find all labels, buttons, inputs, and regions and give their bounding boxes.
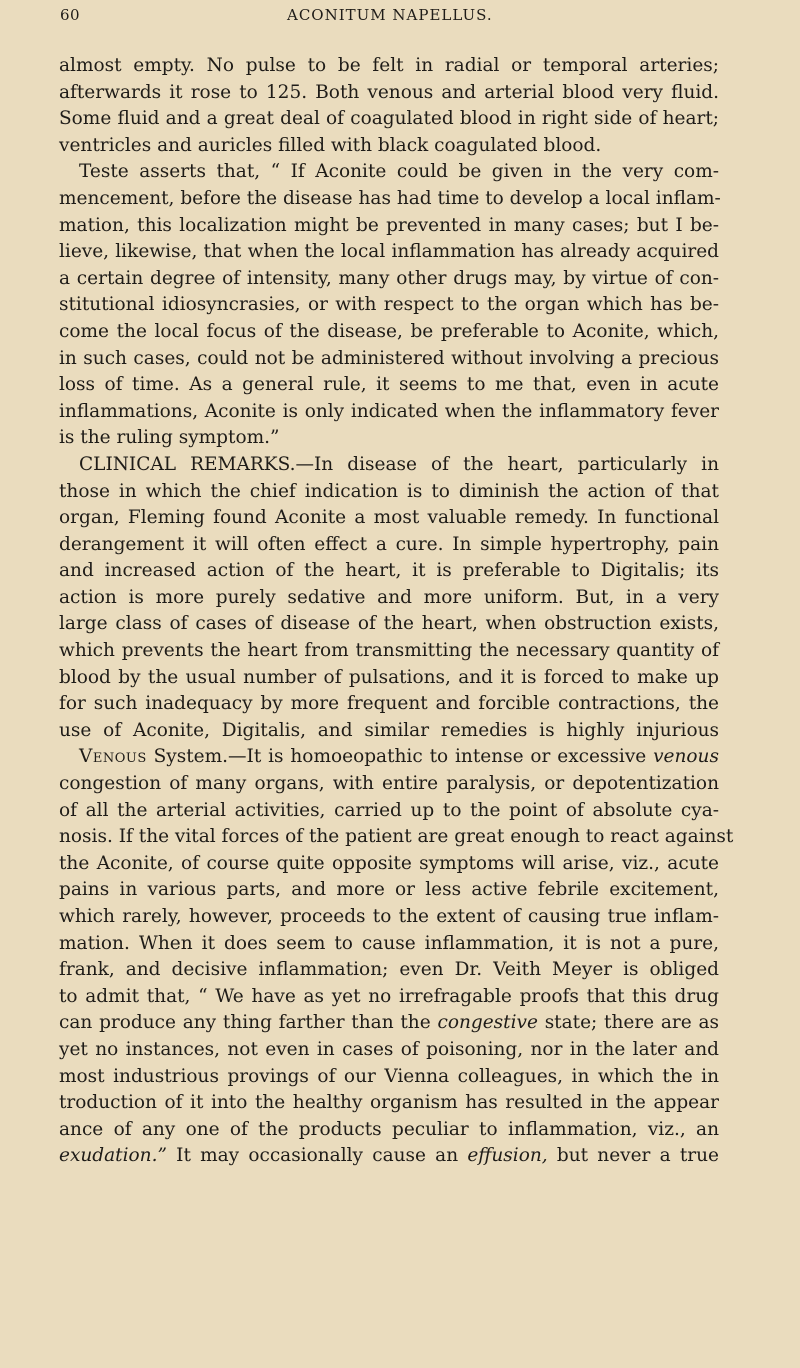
emphasis-text: effusion, [467, 1145, 548, 1167]
text-fragment: state; there are as [544, 1012, 719, 1034]
text-line: troduction of it into the healthy organism has resulted in the appear [59, 1092, 719, 1114]
text-line: blood by the usual number of pulsations, and it is forced to make up [59, 666, 719, 688]
text-line: afterwards it rose to 125. Both venous and arterial blood very fluid. [59, 81, 719, 103]
text-line: Teste asserts that, “ If Aconite could be given in the very com- [79, 161, 719, 183]
text-fragment: can produce any thing farther than the [59, 1012, 431, 1034]
text-line: of all the arterial activities, carried up to the point of absolute cya- [59, 799, 719, 821]
text-line: most industrious provings of our Vienna colleagues, in which the in [59, 1065, 719, 1087]
text-line: stitutional idiosyncrasies, or with respect to the organ which has be- [59, 294, 719, 316]
text-line: and increased action of the heart, it is preferable to Digitalis; its [59, 560, 719, 582]
text-line: Some fluid and a great deal of coagulated blood in right side of heart; [59, 108, 719, 130]
text-fragment: but never a true [556, 1145, 719, 1167]
text-line: those in which the chief indication is to diminish the action of that [59, 480, 719, 502]
text-line: organ, Fleming found Aconite a most valuable remedy. In functional [59, 507, 719, 529]
emphasis-text: venous [653, 746, 719, 768]
text-line: pains in various parts, and more or less active febrile excitement, [59, 879, 719, 901]
text-line: nosis. If the vital forces of the patient are great enough to react against [59, 826, 734, 848]
text-line: to admit that, “ We have as yet no irrefragable proofs that this drug [59, 985, 719, 1007]
text-fragment: System.—It is homoeopathic to intense or excessive [153, 746, 647, 768]
text-line: CLINICAL REMARKS.—In disease of the heart, particularly in [79, 453, 719, 475]
text-line: loss of time. As a general rule, it seems to me that, even in acute [59, 374, 719, 396]
text-line: for such inadequacy by more frequent and forcible contractions, the [59, 693, 719, 715]
text-line: almost empty. No pulse to be felt in radial or temporal arteries; [59, 55, 719, 76]
text-line: mation, this localization might be prevented in many cases; but I be- [59, 214, 719, 236]
text-line: use of Aconite, Digitalis, and similar remedies is highly injurious [59, 719, 719, 741]
text-line [59, 1143, 719, 1170]
emphasis-text: exudation.” [59, 1145, 167, 1167]
text-fragment: It may occasionally cause an [176, 1145, 459, 1167]
text-line [59, 744, 719, 771]
text-line: mation. When it does seem to cause inflammation, it is not a pure, [59, 932, 719, 954]
body-text [59, 53, 734, 1170]
text-line: inflammations, Aconite is only indicated when the inflammatory fever [59, 400, 719, 422]
emphasis-text: congestive [437, 1012, 538, 1034]
text-line: ance of any one of the products peculiar to inflammation, viz., an [59, 1118, 719, 1140]
text-line: which rarely, however, proceeds to the extent of causing true inflam- [59, 906, 719, 927]
text-line: come the local focus of the disease, be preferable to Aconite, which, [59, 320, 719, 342]
text-line: in such cases, could not be administered without involving a precious [59, 347, 719, 369]
text-line: the Aconite, of course quite opposite symptoms will arise, viz., acute [59, 852, 719, 874]
text-line: is the ruling symptom.” [59, 427, 280, 449]
section-heading: Venous [79, 746, 147, 768]
text-line: frank, and decisive inflammation; even Dr. Veith Meyer is obliged [59, 959, 719, 981]
text-line: lieve, likewise, that when the local inflammation has already acquired [59, 241, 719, 263]
text-line [59, 1010, 719, 1037]
text-line: ventricles and auricles filled with black coagulated blood. [59, 134, 602, 156]
text-line: large class of cases of disease of the heart, when obstruction exists, [59, 613, 719, 635]
text-line: action is more purely sedative and more uniform. But, in a very [59, 586, 719, 608]
text-line: congestion of many organs, with entire paralysis, or depotentization [59, 773, 719, 795]
running-title: ACONITUM NAPELLUS. [287, 6, 493, 24]
text-line: yet no instances, not even in cases of poisoning, nor in the later and [59, 1038, 719, 1060]
text-line: derangement it will often effect a cure. In simple hypertrophy, pain [59, 533, 719, 555]
page-header [60, 6, 740, 30]
text-line: which prevents the heart from transmitting the necessary quantity of [59, 640, 719, 662]
text-line: a certain degree of intensity, many other drugs may, by virtue of con- [59, 267, 719, 289]
page-number: 60 [60, 6, 81, 24]
text-line: mencement, before the disease has had time to develop a local inflam- [59, 187, 721, 209]
